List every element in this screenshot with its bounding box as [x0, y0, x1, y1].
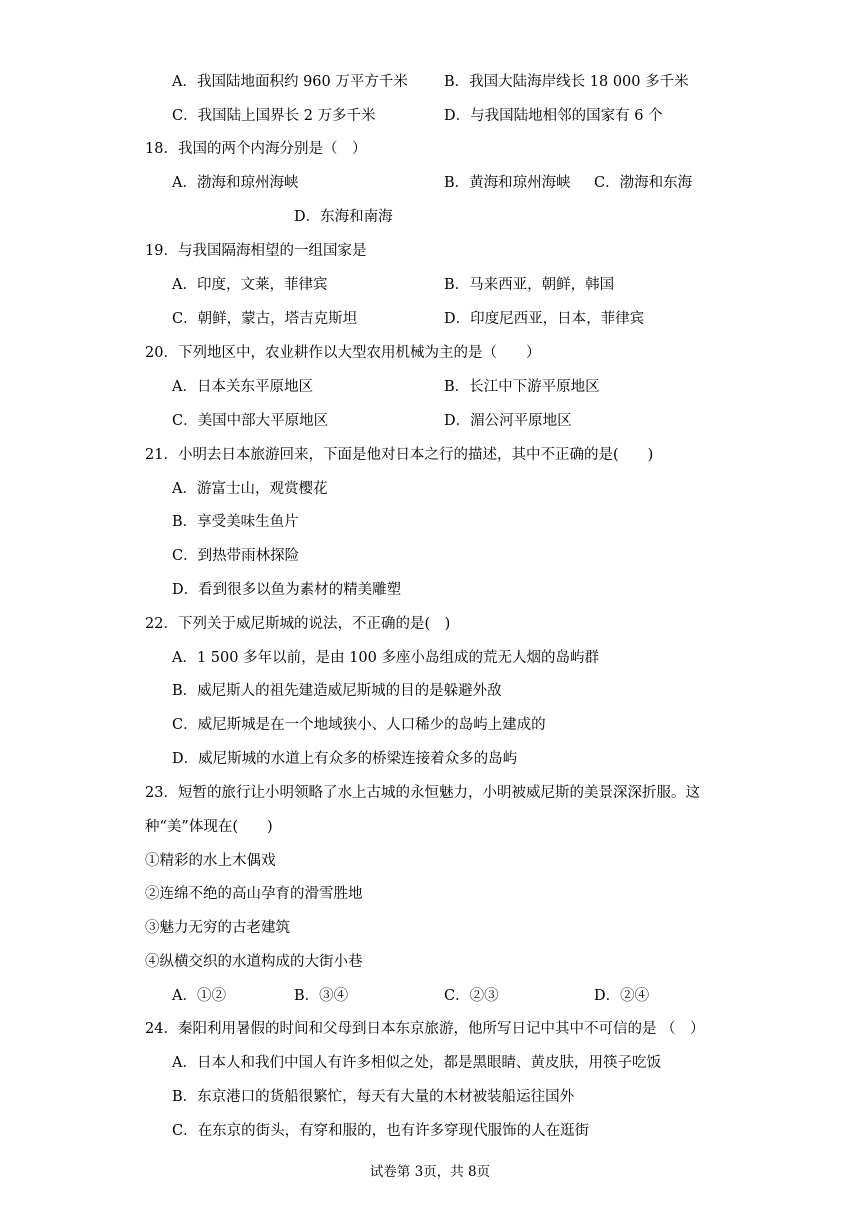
- q18-option-c: C．渤海和东海: [594, 175, 693, 191]
- q20-option-c: C．美国中部大平原地区: [172, 413, 329, 429]
- q17-option-a: A．我国陆地面积约 960 万平方千米: [172, 74, 408, 90]
- q19-option-c: C．朝鲜，蒙古，塔吉克斯坦: [172, 311, 358, 327]
- q23-item-2: ②连绵不绝的高山孕育的滑雪胜地: [145, 886, 363, 902]
- q23-option-d: D．②④: [594, 988, 650, 1004]
- q23-item-1: ①精彩的水上木偶戏: [145, 853, 276, 869]
- q18-option-b: B．黄海和琼州海峡: [444, 175, 571, 191]
- page-footer: 试卷第 3页，共 8页: [369, 1164, 491, 1180]
- q24-stem: 24．秦阳利用暑假的时间和父母到日本东京旅游，他所写日记中其中不可信的是 （ ）: [145, 1021, 705, 1037]
- q18-option-a: A．渤海和琼州海峡: [172, 175, 299, 191]
- q23-option-b: B．③④: [294, 988, 349, 1004]
- q23-stem-line1: 23．短暂的旅行让小明领略了水上古城的永恒魅力，小明被威尼斯的美景深深折服。这: [145, 785, 700, 801]
- q23-item-3: ③魅力无穷的古老建筑: [145, 920, 290, 936]
- q24-option-a: A．日本人和我们中国人有许多相似之处，都是黑眼睛、黄皮肤，用筷子吃饭: [172, 1055, 661, 1071]
- q22-option-a: A．1 500 多年以前，是由 100 多座小岛组成的荒无人烟的岛屿群: [172, 650, 599, 666]
- q22-option-c: C．威尼斯城是在一个地域狭小、人口稀少的岛屿上建成的: [172, 717, 546, 733]
- q21-option-b: B．享受美味生鱼片: [172, 514, 299, 530]
- q19-option-a: A．印度，文莱，菲律宾: [172, 277, 328, 293]
- q17-option-b: B．我国大陆海岸线长 18 000 多千米: [444, 74, 689, 90]
- q23-option-a: A．①②: [172, 988, 226, 1004]
- q19-option-b: B．马来西亚，朝鲜，韩国: [444, 277, 615, 293]
- q19-stem: 19．与我国隔海相望的一组国家是: [145, 243, 367, 259]
- q20-stem: 20．下列地区中，农业耕作以大型农用机械为主的是（ ）: [145, 345, 541, 361]
- q23-option-c: C．②③: [444, 988, 499, 1004]
- q23-item-4: ④纵横交织的水道构成的大街小巷: [145, 954, 363, 970]
- q20-option-d: D．湄公河平原地区: [444, 413, 572, 429]
- q21-stem: 21．小明去日本旅游回来，下面是他对日本之行的描述，其中不正确的是( ): [145, 447, 654, 463]
- q22-option-d: D．威尼斯城的水道上有众多的桥梁连接着众多的岛屿: [172, 751, 518, 767]
- q20-option-b: B．长江中下游平原地区: [444, 379, 600, 395]
- q22-option-b: B．威尼斯人的祖先建造威尼斯城的目的是躲避外敌: [172, 683, 502, 699]
- q24-option-b: B．东京港口的货船很繁忙，每天有大量的木材被装船运往国外: [172, 1089, 575, 1105]
- q23-stem-line2: 种“美”体现在( ): [145, 819, 273, 835]
- q21-option-a: A．游富士山，观赏樱花: [172, 481, 328, 497]
- q21-option-c: C．到热带雨林探险: [172, 548, 300, 564]
- q17-option-d: D．与我国陆地相邻的国家有 6 个: [444, 108, 663, 124]
- q21-option-d: D．看到很多以鱼为素材的精美雕塑: [172, 582, 402, 598]
- q17-option-c: C．我国陆上国界长 2 万多千米: [172, 108, 376, 124]
- q22-stem: 22．下列关于威尼斯城的说法，不正确的是( ): [145, 616, 451, 632]
- q24-option-c: C．在东京的街头，有穿和服的，也有许多穿现代服饰的人在逛街: [172, 1123, 590, 1139]
- q18-option-d: D．东海和南海: [294, 209, 393, 225]
- q20-option-a: A．日本关东平原地区: [172, 379, 313, 395]
- q19-option-d: D．印度尼西亚，日本，菲律宾: [444, 311, 645, 327]
- q18-stem: 18．我国的两个内海分别是（ ）: [145, 141, 367, 157]
